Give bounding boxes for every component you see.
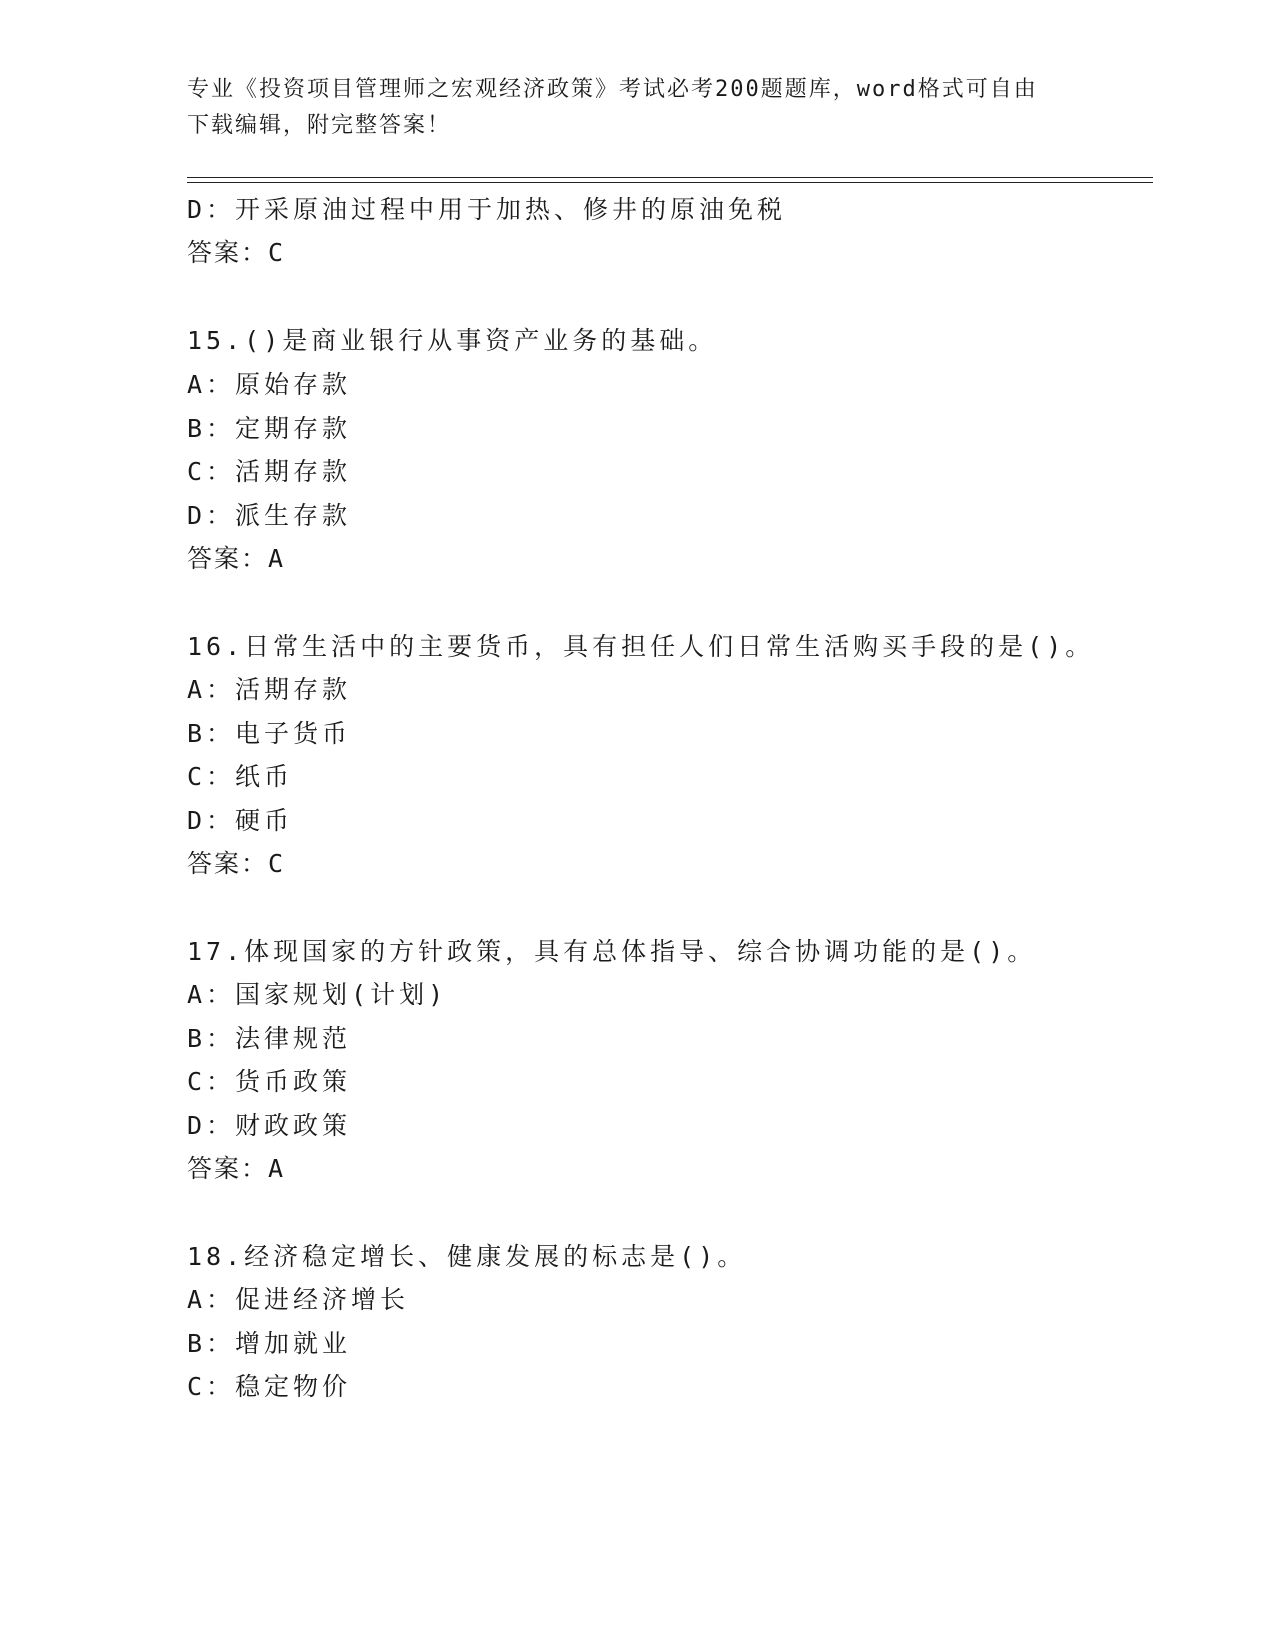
q16-option-a: A：活期存款 — [187, 675, 352, 704]
q16-option-c: C：纸币 — [187, 762, 294, 791]
q17-option-c: C：货币政策 — [187, 1067, 352, 1096]
q15-option-b: B：定期存款 — [187, 414, 352, 443]
q17-stem: 17.体现国家的方针政策，具有总体指导、综合协调功能的是()。 — [187, 937, 1037, 966]
q17-option-d: D：财政政策 — [187, 1111, 352, 1140]
header-title-line-2: 下载编辑，附完整答案！ — [187, 113, 452, 138]
q17-option-b: B：法律规范 — [187, 1024, 352, 1053]
document-header — [187, 72, 1067, 144]
q16-stem: 16.日常生活中的主要货币，具有担任人们日常生活购买手段的是()。 — [187, 632, 1095, 661]
q18-option-a: A：促进经济增长 — [187, 1285, 410, 1314]
q17-answer: 答案：A — [187, 1154, 286, 1183]
q18-option-b: B：增加就业 — [187, 1329, 352, 1358]
q15-answer: 答案：A — [187, 544, 286, 573]
q17-option-a: A：国家规划(计划) — [187, 980, 448, 1009]
q14-option-d: D：开采原油过程中用于加热、修井的原油免税 — [187, 195, 787, 224]
q18-option-c: C：稳定物价 — [187, 1372, 352, 1401]
header-divider-top — [187, 177, 1153, 178]
q16-option-b: B：电子货币 — [187, 719, 352, 748]
header-divider-bottom — [187, 182, 1153, 183]
q18-stem: 18.经济稳定增长、健康发展的标志是()。 — [187, 1242, 747, 1271]
q15-option-c: C：活期存款 — [187, 457, 352, 486]
q15-stem: 15.()是商业银行从事资产业务的基础。 — [187, 326, 718, 355]
q16-option-d: D：硬币 — [187, 806, 294, 835]
q14-answer: 答案：C — [187, 238, 286, 267]
q15-option-d: D：派生存款 — [187, 501, 352, 530]
header-title-line-1: 专业《投资项目管理师之宏观经济政策》考试必考200题题库，word格式可自由 — [187, 77, 1038, 102]
q16-answer: 答案：C — [187, 849, 286, 878]
q15-option-a: A：原始存款 — [187, 370, 352, 399]
